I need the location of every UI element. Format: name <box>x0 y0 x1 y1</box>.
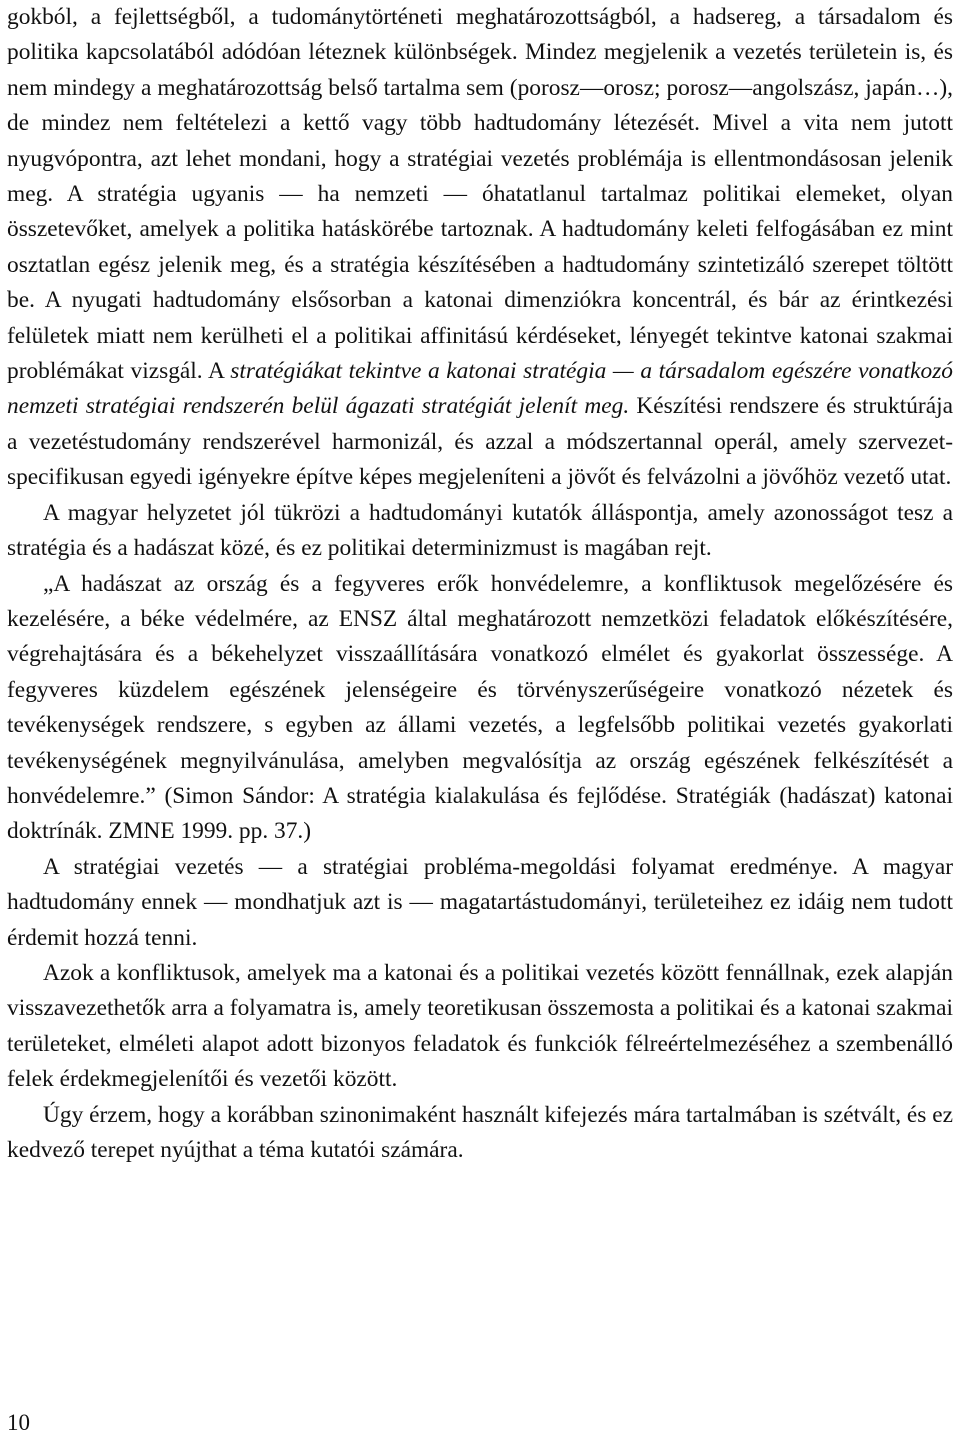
page-number: 10 <box>7 1410 30 1435</box>
page-body <box>7 0 953 1168</box>
paragraph-1-text-a: gokból, a fejlettségből, a tudománytörténeti meghatározottságból, a hadsereg, a társadalom és politika kapcsolatából adódóan léteznek különbségek. Mindez megjelenik a vezetés területein is, és nem mindegy a meghatározottság belső tartalma sem (porosz—orosz; porosz—angolszász, japán…), de mindez nem feltételezi a kettő vagy több hadtudomány létezését. Mivel a vita nem jutott nyugvópontra, azt lehet mondani, hogy a stratégiai vezetés problémája is ellentmondásosan jelenik meg. A stratégia ugyanis — ha nemzeti — óhatatlanul tartalmaz politikai elemeket, olyan összetevőket, amelyek a politika hatáskörébe tartoznak. A hadtudomány keleti felfogásában ez mint osztatlan egész jelenik meg, és a stratégia készítésében a hadtudomány szintetizáló szerepet töltött be. A nyugati hadtudomány elsősorban a katonai dimenziókra koncentrál, és bár az érintkezési felületek miatt nem kerülheti el a politikai affinitású kérdéseket, lényegét tekintve katonai szakmai problémákat vizsgál. A <box>7 4 953 385</box>
paragraph-5: Azok a konfliktusok, amelyek ma a katonai és a politikai vezetés között fennállnak, ezek alapján visszavezethetők arra a folyamatra is, amely teoretikusan összemosta a politikai és a katonai szakmai területeket, elméleti alapot adott bizonyos feladatok és funkciók félreértelmezéséhez a szembenálló felek érdekmegjelenítői és vezetői között. <box>7 959 953 1093</box>
paragraph-6: Úgy érzem, hogy a korábban szinonimaként használt kifejezés mára tartalmában is szétvált, és ez kedvező terepet nyújthat a téma kutatói számára. <box>7 1101 953 1163</box>
paragraph-1-italic-emphasis: stratégiákat tekintve a katonai stratégia — a társadalom egészére vonatkozó nemzeti stratégiai rendszerén belül ágazati stratégiát jelenít meg. <box>7 358 953 420</box>
paragraph-3-quotation: „A hadászat az ország és a fegyveres erők honvédelemre, a konfliktusok megelőzésére és kezelésére, a béke védelmére, az ENSZ által meghatározott nemzetközi feladatok előkészítésére, végrehajtására és a békehelyzet visszaállítására vonatkozó elmélet és gyakorlat összessége. A fegyveres küzdelem egészének jelenségeire és törvényszerűségeire vonatkozó nézetek és tevékenységek rendszere, s egyben az állami vezetés, a legfelsőbb politikai vezetés gyakorlati tevékenységének megnyilvánulása, amelyben megvalósítja az ország egészének felkészítését a honvédelemre.” (Simon Sándor: A stratégia kialakulása és fejlődése. Stratégiák (hadászat) katonai doktrínák. ZMNE 1999. pp. 37.) <box>7 570 953 845</box>
paragraph-4: A stratégiai vezetés — a stratégiai probléma-megoldási folyamat eredménye. A magyar hadtudomány ennek — mondhatjuk azt is — magatartástudományi, területeihez ez idáig nem tudott érdemit hozzá tenni. <box>7 853 953 951</box>
paragraph-1-text-b: Készítési rendszere és struktúrája a vezetéstudomány rendszerével harmonizál, és azzal a módszertannal operál, amely szervezet-specifikusan egyedi igényekre építve képes megjeleníteni a jövőt és felvázolni a jövőhöz vezető utat. <box>7 393 953 491</box>
paragraph-1 <box>7 0 953 496</box>
paragraph-2: A magyar helyzetet jól tükrözi a hadtudományi kutatók álláspontja, amely azonosságot tesz a stratégia és a hadászat közé, és ez politikai determinizmust is magában rejt. <box>7 499 953 562</box>
